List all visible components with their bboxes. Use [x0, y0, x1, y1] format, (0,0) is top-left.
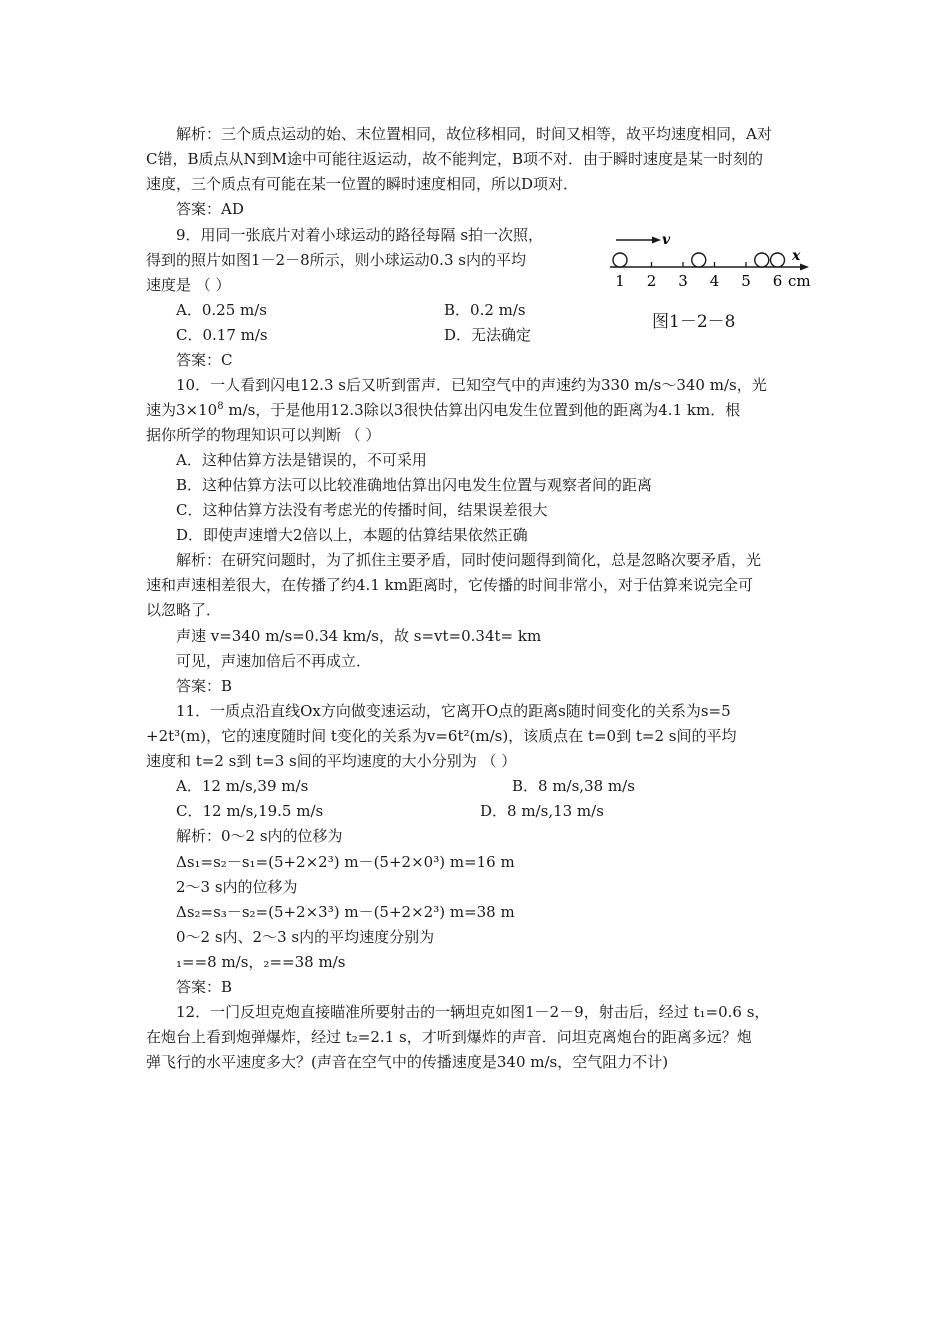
question-11-option-a: A．12 m/s,39 m/s: [176, 777, 309, 795]
question-12-line-2: 在炮台上看到炮弹爆炸，经过 t₂=2.1 s，才听到爆炸的声音．问坦克离炮台的距离多远？炮: [146, 1028, 752, 1046]
question-10-line-3: 据你所学的物理知识可以判断 （ ）: [146, 426, 381, 444]
solution-11-line-6: ₁==8 m/s，₂==38 m/s: [176, 953, 346, 971]
question-9-option-b: B．0.2 m/s: [444, 301, 526, 319]
question-12-line-3: 弹飞行的水平速度多大？(声音在空气中的传播速度是340 m/s，空气阻力不计): [146, 1053, 669, 1071]
x-axis-label: x: [792, 248, 801, 264]
ball-position: [771, 253, 785, 267]
solution-10-line-3: 以忽略了．: [146, 601, 222, 619]
question-11-line-3: 速度和 t=2 s到 t=3 s间的平均速度的大小分别为 （ ）: [146, 752, 517, 770]
question-11-option-c: C．12 m/s,19.5 m/s: [176, 802, 324, 820]
x-axis-arrow: [800, 264, 809, 271]
question-9-line-1: 9．用同一张底片对着小球运动的路径每隔 s拍一次照，: [176, 226, 544, 244]
question-11-option-d: D．8 m/s,13 m/s: [480, 802, 604, 820]
solution-8-line-1: 解析：三个质点运动的始、末位置相同，故位移相同，时间又相等，故平均速度相同，A对: [176, 125, 772, 143]
ball-group: [613, 253, 785, 267]
unit-label: cm: [788, 272, 811, 290]
answer-11: 答案：B: [176, 978, 233, 996]
ball-position: [613, 253, 627, 267]
ball-position: [755, 253, 769, 267]
answer-8: 答案：AD: [176, 200, 244, 218]
question-10-option-c: C．这种估算方法没有考虑光的传播时间，结果误差很大: [176, 501, 548, 519]
question-10-line-2-part-2: m/s，于是他用12.3除以3很快估算出闪电发生位置到他的距离为4.1 km．根: [223, 401, 741, 419]
question-9-line-3: 速度是 （ ）: [146, 276, 231, 294]
question-11-line-1: 11．一质点沿直线Ox方向做变速运动，它离开O点的距离s随时间变化的关系为s=5: [176, 702, 731, 720]
solution-10-line-2: 速和声速相差很大，在传播了约4.1 km距离时，它传播的时间非常小，对于估算来说完全可: [146, 576, 753, 594]
velocity-arrow-head: [652, 237, 661, 244]
exponent: 8: [217, 401, 224, 412]
tick-label: 2: [646, 272, 657, 290]
question-10-line-1: 10．一人看到闪电12.3 s后又听到雷声．已知空气中的声速约为330 m/s～340 m/s，光: [176, 376, 767, 394]
question-9-line-2: 得到的照片如图1－2－8所示，则小球运动0.3 s内的平均: [146, 251, 526, 269]
solution-11-line-2: Δs₁=s₂－s₁=(5+2×2³) m－(5+2×0³) m=16 m: [176, 853, 515, 871]
solution-8-line-3: 速度，三个质点有可能在某一位置的瞬时速度相同，所以D项对．: [146, 175, 579, 193]
tick-label: 6: [772, 272, 783, 290]
answer-9: 答案：C: [176, 351, 233, 369]
question-10-line-2: [146, 400, 740, 420]
solution-11-line-3: 2～3 s内的位移为: [176, 878, 298, 896]
question-9-option-d: D．无法确定: [444, 326, 532, 344]
tick-label: 5: [741, 272, 751, 290]
ball-position: [692, 253, 706, 267]
figure-caption: 图1－2－8: [652, 312, 736, 332]
question-10-option-d: D．即使声速增大2倍以上，本题的估算结果依然正确: [176, 526, 528, 544]
question-11-option-b: B．8 m/s,38 m/s: [512, 777, 635, 795]
solution-11-line-4: Δs₂=s₃－s₂=(5+2×3³) m－(5+2×2³) m=38 m: [176, 903, 515, 921]
question-10-option-b: B．这种估算方法可以比较准确地估算出闪电发生位置与观察者间的距离: [176, 476, 653, 494]
solution-10-line-5: 可见，声速加倍后不再成立．: [176, 652, 372, 670]
solution-8-line-2: C错，B质点从N到M途中可能往返运动，故不能判定，B项不对．由于瞬时速度是某一时刻的: [146, 150, 764, 168]
tick-label: 3: [678, 272, 688, 290]
question-9-option-a: A．0.25 m/s: [176, 301, 267, 319]
solution-11-line-1: 解析：0～2 s内的位移为: [176, 827, 343, 845]
question-10-option-a: A．这种估算方法是错误的，不可采用: [176, 451, 427, 469]
question-12-line-1: 12．一门反坦克炮直接瞄准所要射击的一辆坦克如图1－2－9，射击后，经过 t₁=0.6 s，: [176, 1003, 770, 1021]
question-11-line-2: +2t³(m)，它的速度随时间 t变化的关系为v=6t²(m/s)，该质点在 t=0到 t=2 s间的平均: [146, 727, 737, 745]
tick-label: 1: [615, 272, 625, 290]
answer-10: 答案：B: [176, 677, 233, 695]
solution-11-line-5: 0～2 s内、2～3 s内的平均速度分别为: [176, 928, 435, 946]
question-9-option-c: C．0.17 m/s: [176, 326, 268, 344]
question-10-line-2-part-1: 速为3×10: [146, 401, 218, 419]
solution-10-line-1: 解析：在研究问题时，为了抓住主要矛盾，同时使问题得到简化，总是忽略次要矛盾，光: [176, 551, 762, 569]
solution-10-line-4: 声速 v=340 m/s=0.34 km/s，故 s=vt=0.34t= km: [176, 627, 542, 645]
velocity-label: v: [662, 232, 671, 248]
ball-motion-figure: [600, 232, 820, 300]
tick-label: 4: [709, 272, 720, 290]
